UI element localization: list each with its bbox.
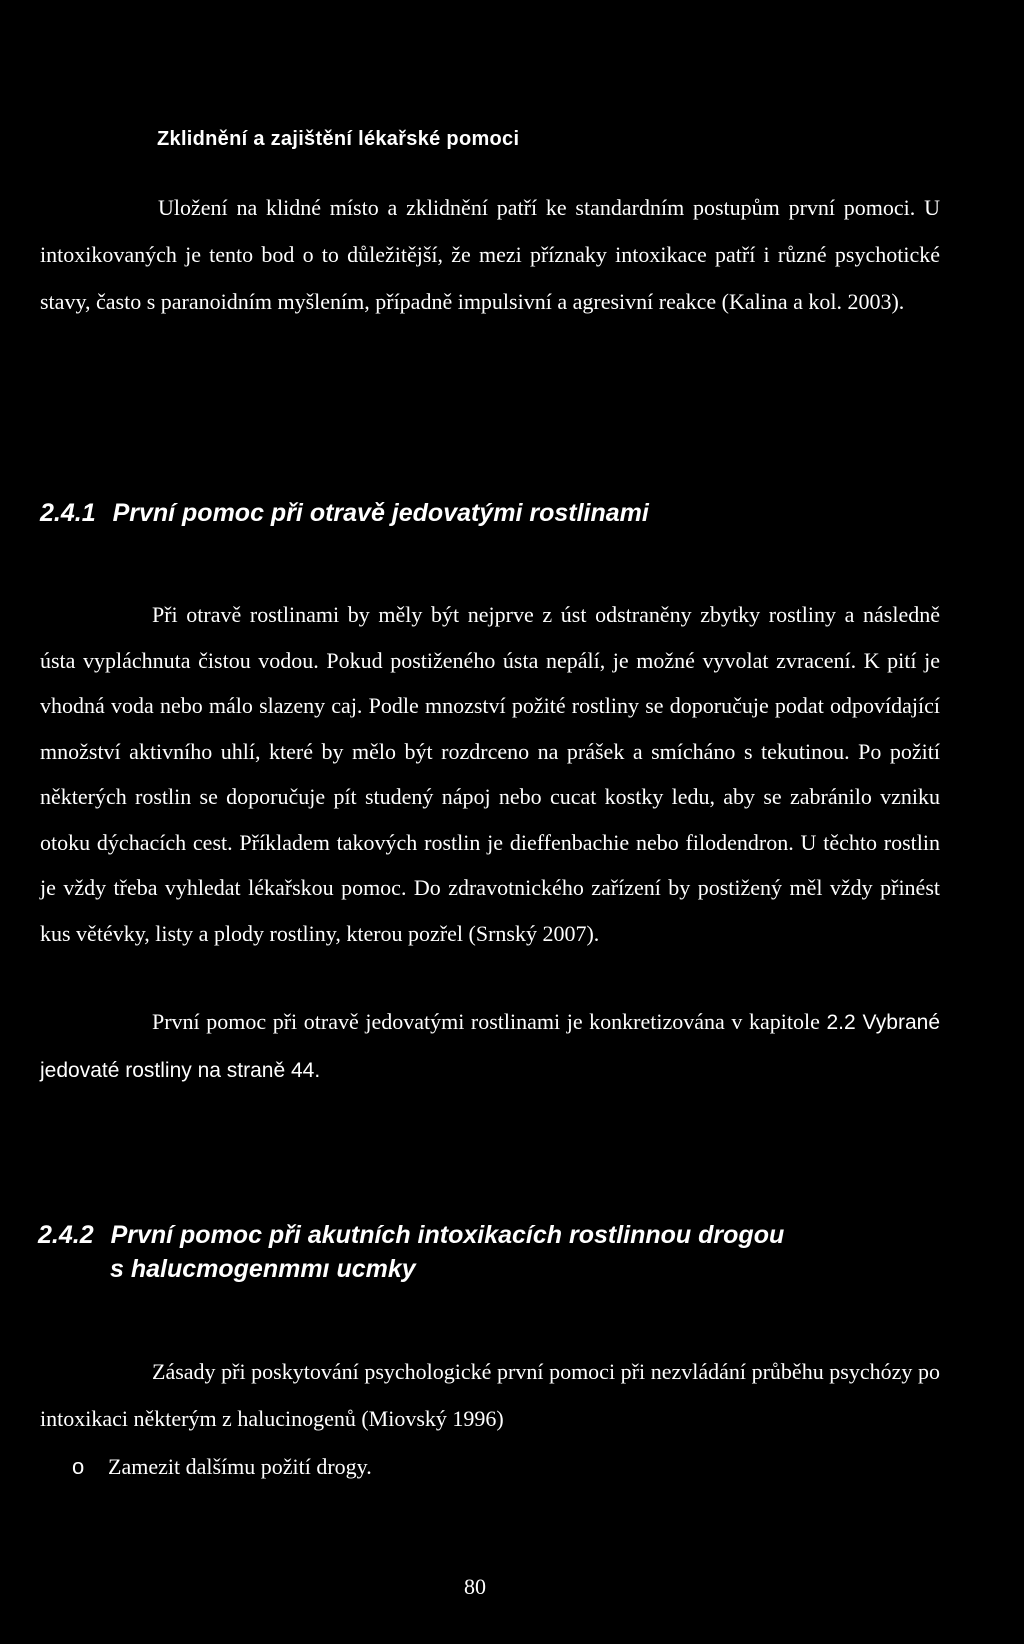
page-number: 80 bbox=[464, 1574, 486, 1599]
list-item-text: Zamezit dalšímu požití drogy. bbox=[108, 1454, 372, 1479]
paragraph-psychological-aid: Zásady při poskytování psychologické první pomoci při nezvládání průběhu psychózy po intoxikaci některým z halucinogenů (Miovský 1996) bbox=[40, 1359, 940, 1431]
list-item bbox=[72, 1454, 372, 1480]
subheading-calming: Zklidnění a zajištění lékařské pomoci bbox=[157, 128, 520, 150]
bullet-list bbox=[72, 1454, 372, 1480]
paragraph-plant-poisoning: Při otravě rostlinami by měly být nejprve z úst odstraněny zbytky rostliny a následně ústa vypláchnuta čistou vodou. Pokud postiženého ústa nepálí, je možné vyvolat zvracení. K pití je vhodná voda nebo málo slazeny caj. Podle mnozství požité rostliny se doporučuje podat odpovídající množství aktivního uhlí, které by mělo být rozdrceno na prášek a smícháno s tekutinou. Po požití některých rostlin se doporučuje pít studený nápoj nebo cucat kostky ledu, aby se zabránilo vzniku otoku dýchacích cest. Příkladem takových rostlin je dieffenbachie nebo filodendron. U těchto rostlin je vždy třeba vyhledat lékařskou pomoc. Do zdravotnického zařízení by postižený měl vždy přinést kus větévky, listy a plody rostliny, kterou pozřel (Srnský 2007). bbox=[40, 602, 940, 946]
section-heading-2-4-1 bbox=[40, 496, 649, 530]
reference-text: První pomoc při otravě jedovatými rostlinami je konkretizována v kapitole bbox=[152, 1009, 820, 1034]
paragraph-reference bbox=[40, 998, 940, 1094]
section-number: 2.4.2 bbox=[38, 1221, 94, 1249]
section-title-line1: První pomoc při akutních intoxikacích rostlinnou drogou bbox=[110, 1221, 785, 1249]
section-title: První pomoc při otravě jedovatými rostlinami bbox=[112, 499, 649, 527]
section-heading-2-4-2 bbox=[38, 1218, 938, 1286]
section-number: 2.4.1 bbox=[40, 499, 96, 527]
section-title-line2: s halucmogenmmı ucmky bbox=[110, 1255, 416, 1283]
paragraph-calming: Uložení na klidné místo a zklidnění patří ke standardním postupům první pomoci. U intoxikovaných je tento bod o to důležitější, že mezi příznaky intoxikace patří i různé psychotické stavy, často s paranoidním myšlením, případně impulsivní a agresivní reakce (Kalina a kol. 2003). bbox=[40, 195, 940, 314]
reference-chapter: 2.2 Vybrané jedovaté rostliny na straně 44. bbox=[40, 1011, 940, 1082]
bullet-marker: o bbox=[72, 1454, 85, 1479]
